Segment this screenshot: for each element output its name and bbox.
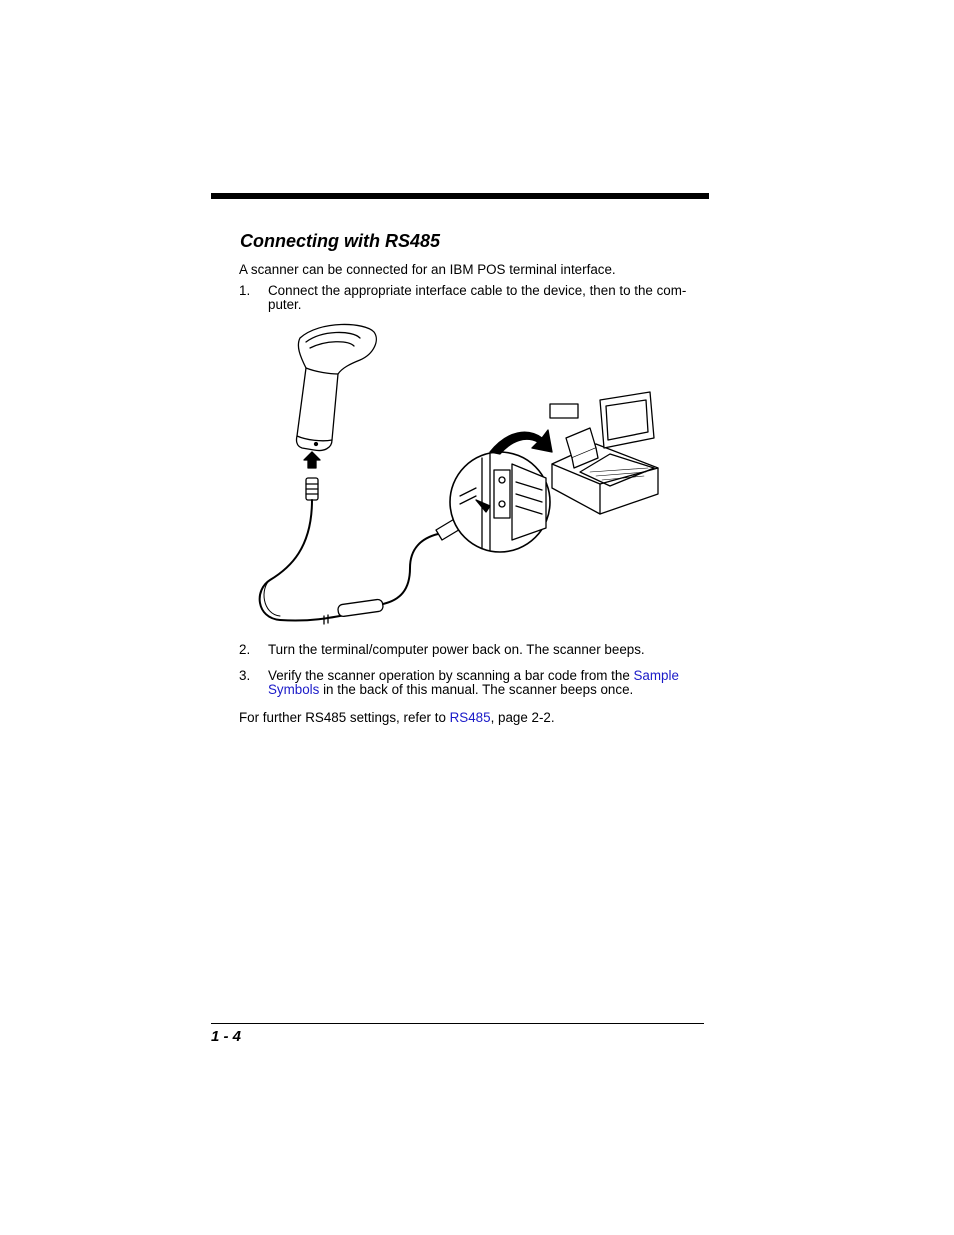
step-text — [268, 284, 708, 312]
step-text: Turn the terminal/computer power back on. The scanner beeps. — [268, 642, 645, 657]
further-settings-paragraph: For further RS485 settings, refer to RS485, page 2-2. — [239, 710, 555, 725]
section-title: Connecting with RS485 — [240, 231, 441, 251]
step-3 — [239, 669, 709, 699]
step-text-line: puter. — [268, 297, 302, 312]
rs485-connection-figure — [250, 318, 670, 636]
step-number: 3. — [239, 668, 251, 683]
step-number: 2. — [239, 642, 251, 657]
page-number: 1 - 4 — [211, 1028, 242, 1045]
step-2 — [239, 643, 709, 659]
rs485-link[interactable]: RS485 — [449, 710, 491, 725]
intro-paragraph: A scanner can be connected for an IBM POS terminal interface. — [239, 262, 616, 277]
arrow-up-icon — [304, 452, 320, 468]
sample-symbols-link[interactable]: Sample Symbols — [268, 668, 679, 697]
curved-arrow-icon — [490, 430, 552, 454]
pos-terminal-icon — [550, 392, 658, 514]
scanner-icon — [297, 324, 377, 450]
rj-connector-icon — [306, 478, 318, 500]
step-number: 1. — [239, 283, 251, 298]
top-rule — [211, 193, 709, 199]
step-text-post: in the back of this manual. The scanner beeps once. — [319, 682, 634, 697]
bottom-rule — [211, 1023, 704, 1024]
step-text — [268, 669, 708, 697]
port-detail-inset — [450, 452, 550, 552]
step-text-pre: Verify the scanner operation by scanning a bar code from the — [268, 668, 634, 683]
step-text-line: Connect the appropriate interface cable to the device, then to the com- — [268, 283, 687, 298]
cable-module-icon — [324, 599, 384, 624]
step-1 — [239, 284, 709, 314]
